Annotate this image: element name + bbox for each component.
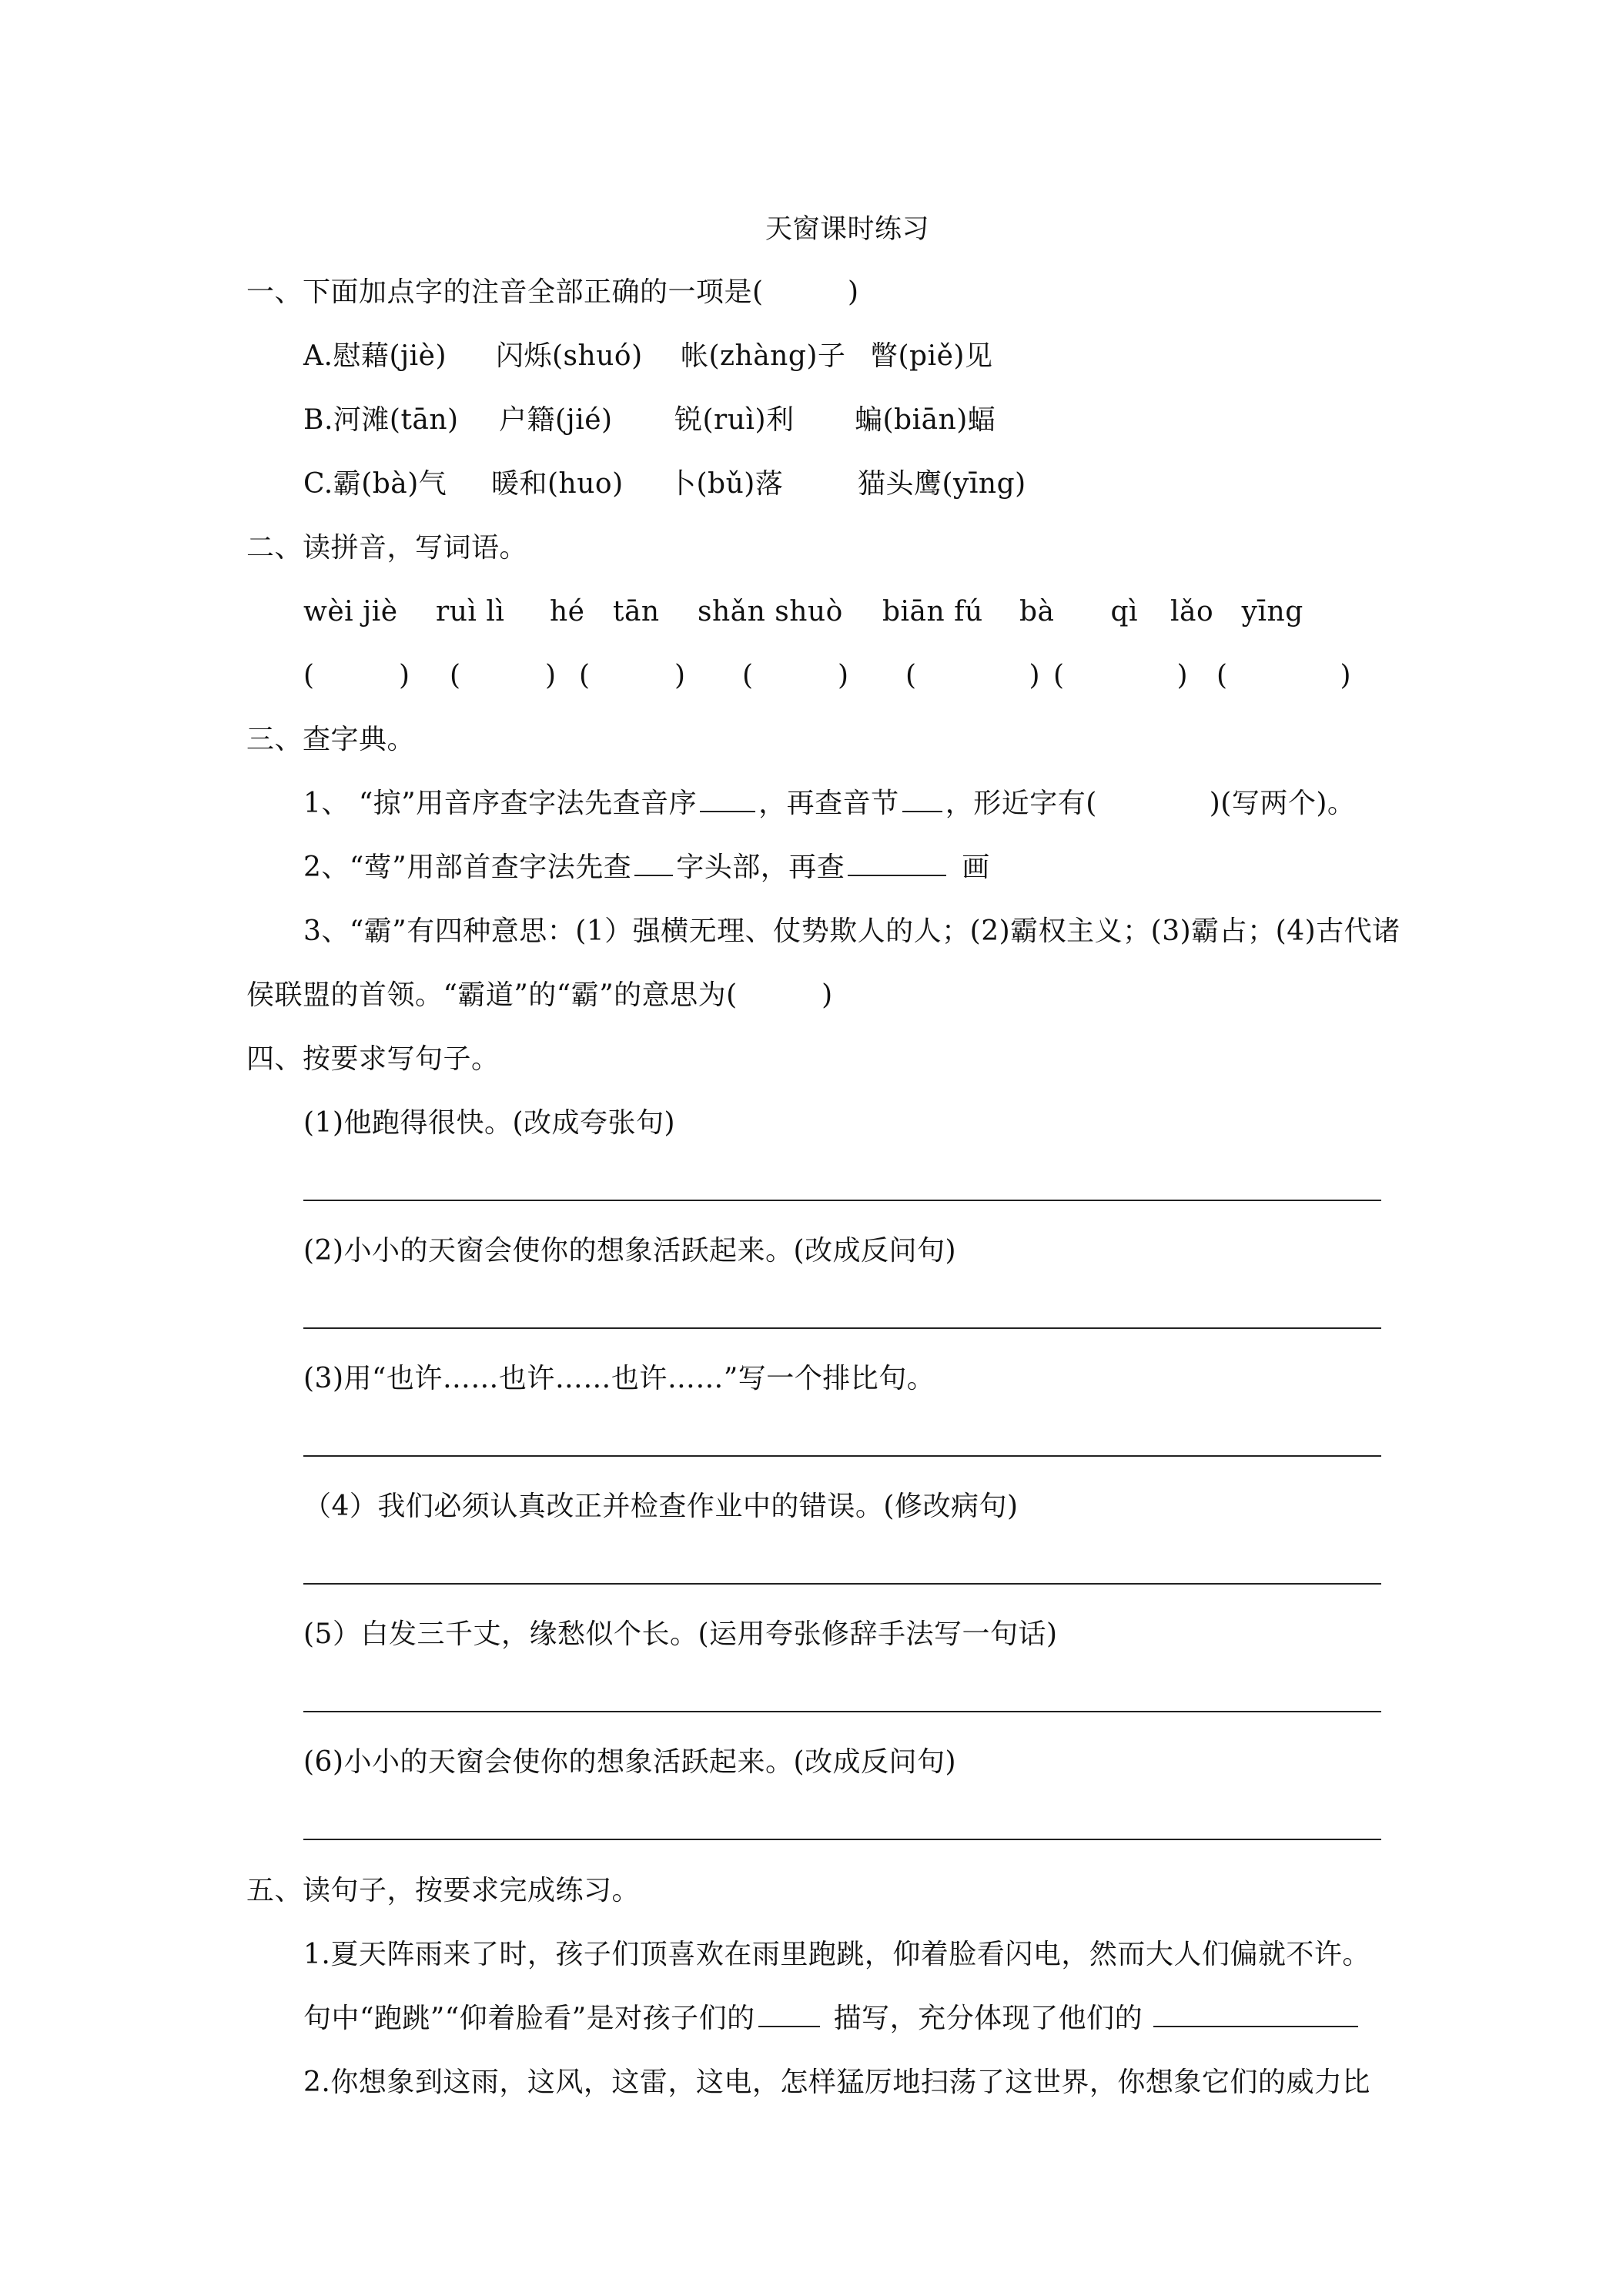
answer-line-1[interactable]: [303, 1200, 1381, 1201]
option-c-1: C.霸(bà)气: [303, 468, 447, 500]
reading-question-1: [303, 2002, 1361, 2036]
dictionary-question-3-line-1: 3、“霸”有四种意思：(1）强横无理、仗势欺人的人；(2)霸权主义；(3)霸占；(4)古代诸: [303, 915, 1400, 947]
option-a-3: 帐(zhàng)子: [681, 340, 846, 372]
answer-bracket-7[interactable]: ( ): [1216, 660, 1352, 691]
q2-part-a: 2、“莺”用部首查字法先查: [303, 852, 632, 883]
option-a-2: 闪烁(shuó): [496, 340, 643, 372]
q2-part-b: 字头部，再查: [676, 852, 845, 883]
dictionary-question-1: [303, 787, 1355, 821]
answer-line-5[interactable]: [303, 1711, 1381, 1712]
answer-line-2[interactable]: [303, 1327, 1381, 1329]
s1q-part-b: 描写，充分体现了他们的: [833, 2003, 1143, 2034]
pinyin-3: hé tān: [550, 596, 660, 628]
sentence-task-3: (3)用“也许……也许……也许……”写一个排比句。: [303, 1363, 935, 1394]
s1q-blank-trait[interactable]: [1153, 2003, 1358, 2027]
answer-bracket-5[interactable]: ( ): [905, 660, 1041, 691]
page-title: 天窗课时练习: [765, 214, 930, 245]
reading-sentence-1: 1.夏天阵雨来了时，孩子们顶喜欢在雨里跑跳，仰着脸看闪电，然而大人们偏就不许。: [303, 1939, 1370, 1970]
q2-blank-radical[interactable]: [634, 852, 673, 876]
answer-line-4[interactable]: [303, 1583, 1381, 1585]
sentence-task-4: （4）我们必须认真改正并检查作业中的错误。(修改病句): [303, 1491, 1019, 1522]
section-4-heading: 四、按要求写句子。: [246, 1043, 500, 1075]
q1-blank-syllable[interactable]: [902, 788, 942, 812]
option-b-2: 户籍(jié): [499, 404, 613, 436]
answer-bracket-4[interactable]: ( ): [742, 660, 849, 691]
q1-part-c: ，形近字有( )(写两个)。: [945, 788, 1356, 819]
answer-bracket-3[interactable]: ( ): [579, 660, 686, 691]
q1-part-a: 1、 “掠”用音序查字法先查音序: [303, 788, 698, 819]
dictionary-question-2: [303, 851, 990, 885]
pinyin-5: biān fú: [882, 596, 983, 628]
option-c-4: 猫头鹰(yīng): [858, 468, 1026, 500]
sentence-task-6: (6)小小的天窗会使你的想象活跃起来。(改成反问句): [303, 1746, 957, 1778]
sentence-task-2: (2)小小的天窗会使你的想象活跃起来。(改成反问句): [303, 1235, 957, 1267]
pinyin-6: bà qì: [1019, 596, 1139, 628]
dictionary-question-3-line-2: 侯联盟的首领。“霸道”的“霸”的意思为( ): [246, 979, 833, 1011]
s1q-blank-type[interactable]: [758, 2003, 820, 2027]
pinyin-4: shǎn shuò: [698, 596, 843, 628]
q2-part-c: 画: [962, 852, 990, 883]
section-1-heading: 一、下面加点字的注音全部正确的一项是( ): [246, 276, 859, 308]
section-5-heading: 五、读句子，按要求完成练习。: [246, 1875, 641, 1906]
answer-line-6[interactable]: [303, 1839, 1381, 1840]
q2-blank-strokes[interactable]: [848, 852, 946, 876]
option-b-3: 锐(ruì)利: [674, 404, 795, 436]
answer-bracket-6[interactable]: ( ): [1053, 660, 1189, 691]
section-2-heading: 二、读拼音，写词语。: [246, 532, 528, 564]
pinyin-2: ruì lì: [436, 596, 505, 628]
option-c-2: 暖和(huo): [491, 468, 624, 500]
pinyin-1: wèi jiè: [303, 596, 398, 628]
section-3-heading: 三、查字典。: [246, 724, 416, 755]
pinyin-7: lǎo yīng: [1170, 596, 1303, 628]
reading-sentence-2: 2.你想象到这雨，这风，这雷，这电，怎样猛厉地扫荡了这世界，你想象它们的威力比: [303, 2067, 1370, 2098]
answer-bracket-1[interactable]: ( ): [303, 660, 410, 691]
q1-blank-letter[interactable]: [700, 788, 755, 812]
q1-part-b: ，再查音节: [758, 788, 899, 819]
sentence-task-1: (1)他跑得很快。(改成夸张句): [303, 1107, 676, 1139]
answer-bracket-2[interactable]: ( ): [450, 660, 557, 691]
sentence-task-5: (5）白发三千丈，缘愁似个长。(运用夸张修辞手法写一句话): [303, 1618, 1058, 1650]
s1q-part-a: 句中“跑跳”“仰着脸看”是对孩子们的: [303, 2003, 755, 2034]
option-c-3: 卜(bǔ)落: [668, 468, 784, 500]
option-b-1: B.河滩(tān): [303, 404, 459, 436]
option-a-4: 瞥(piě)见: [870, 340, 993, 372]
option-b-4: 蝙(biān)蝠: [855, 404, 996, 436]
answer-line-3[interactable]: [303, 1455, 1381, 1457]
option-a-1: A.慰藉(jiè): [303, 340, 447, 372]
